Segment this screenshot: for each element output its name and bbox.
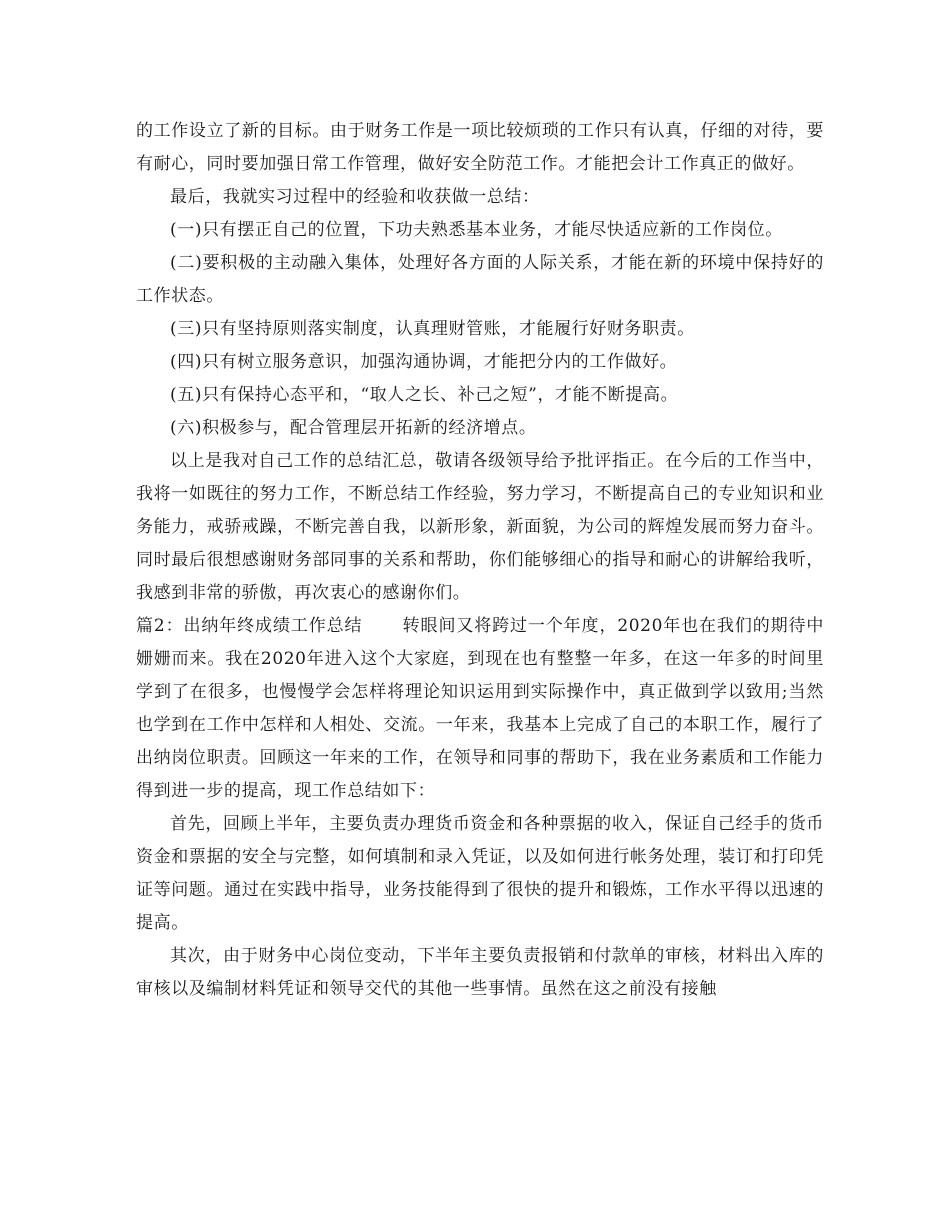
list-item: (二)要积极的主动融入集体，处理好各方面的人际关系，才能在新的环境中保持好的工作状态。 bbox=[136, 253, 824, 306]
section-heading: 篇2：出纳年终成绩工作总结 bbox=[136, 616, 363, 636]
list-item: (一)只有摆正自己的位置，下功夫熟悉基本业务，才能尽快适应新的工作岗位。 bbox=[170, 220, 783, 240]
paragraph: 以上是我对自己工作的总结汇总，敬请各级领导给予批评指正。在今后的工作当中，我将一如既往的努力工作，不断总结工作经验，努力学习，不断提高自己的专业知识和业务能力，戒骄戒躁，不断完善自我，以新形象，新面貌，为公司的辉煌发展而努力奋斗。同时最后很想感谢财务部同事的关系和帮助，你们能够细心的指导和耐心的讲解给我听，我感到非常的骄傲，再次衷心的感谢你们。 bbox=[136, 451, 824, 603]
list-item: (六)积极参与，配合管理层开拓新的经济增点。 bbox=[170, 418, 537, 438]
document-body bbox=[136, 115, 824, 1006]
paragraph: 首先，回顾上半年，主要负责办理货币资金和各种票据的收入，保证自己经手的货币资金和票据的安全与完整，如何填制和录入凭证，以及如何进行帐务处理，装订和打印凭证等问题。通过在实践中指导，业务技能得到了很快的提升和锻炼，工作水平得以迅速的提高。 bbox=[136, 814, 824, 933]
list-item: (五)只有保持心态平和，“取人之长、补己之短”，才能不断提高。 bbox=[170, 385, 679, 405]
section-text: 转眼间又将跨过一个年度，2020年也在我们的期待中姗姗而来。我在2020年进入这个大家庭，到现在也有整整一年多，在这一年多的时间里学到了在很多，也慢慢学会怎样将理论知识运用到实际操作中，真正做到学以致用;当然也学到在工作中怎样和人相处、交流。一年来，我基本上完成了自己的本职工作，履行了出纳岗位职责。回顾这一年来的工作，在领导和同事的帮助下，我在业务素质和工作能力得到进一步的提高，现工作总结如下： bbox=[136, 616, 824, 801]
section-2-paragraph bbox=[136, 610, 824, 808]
paragraph: 最后，我就实习过程中的经验和收获做一总结： bbox=[170, 187, 540, 207]
paragraph: 其次，由于财务中心岗位变动，下半年主要负责报销和付款单的审核，材料出入库的审核以及编制材料凭证和领导交代的其他一些事情。虽然在这之前没有接触 bbox=[136, 946, 824, 999]
list-item: (三)只有坚持原则落实制度，认真理财管账，才能履行好财务职责。 bbox=[170, 319, 695, 339]
list-item: (四)只有树立服务意识，加强沟通协调，才能把分内的工作做好。 bbox=[170, 352, 678, 372]
paragraph: 的工作设立了新的目标。由于财务工作是一项比较烦琐的工作只有认真，仔细的对待，要有耐心，同时要加强日常工作管理，做好安全防范工作。才能把会计工作真正的做好。 bbox=[136, 121, 824, 174]
